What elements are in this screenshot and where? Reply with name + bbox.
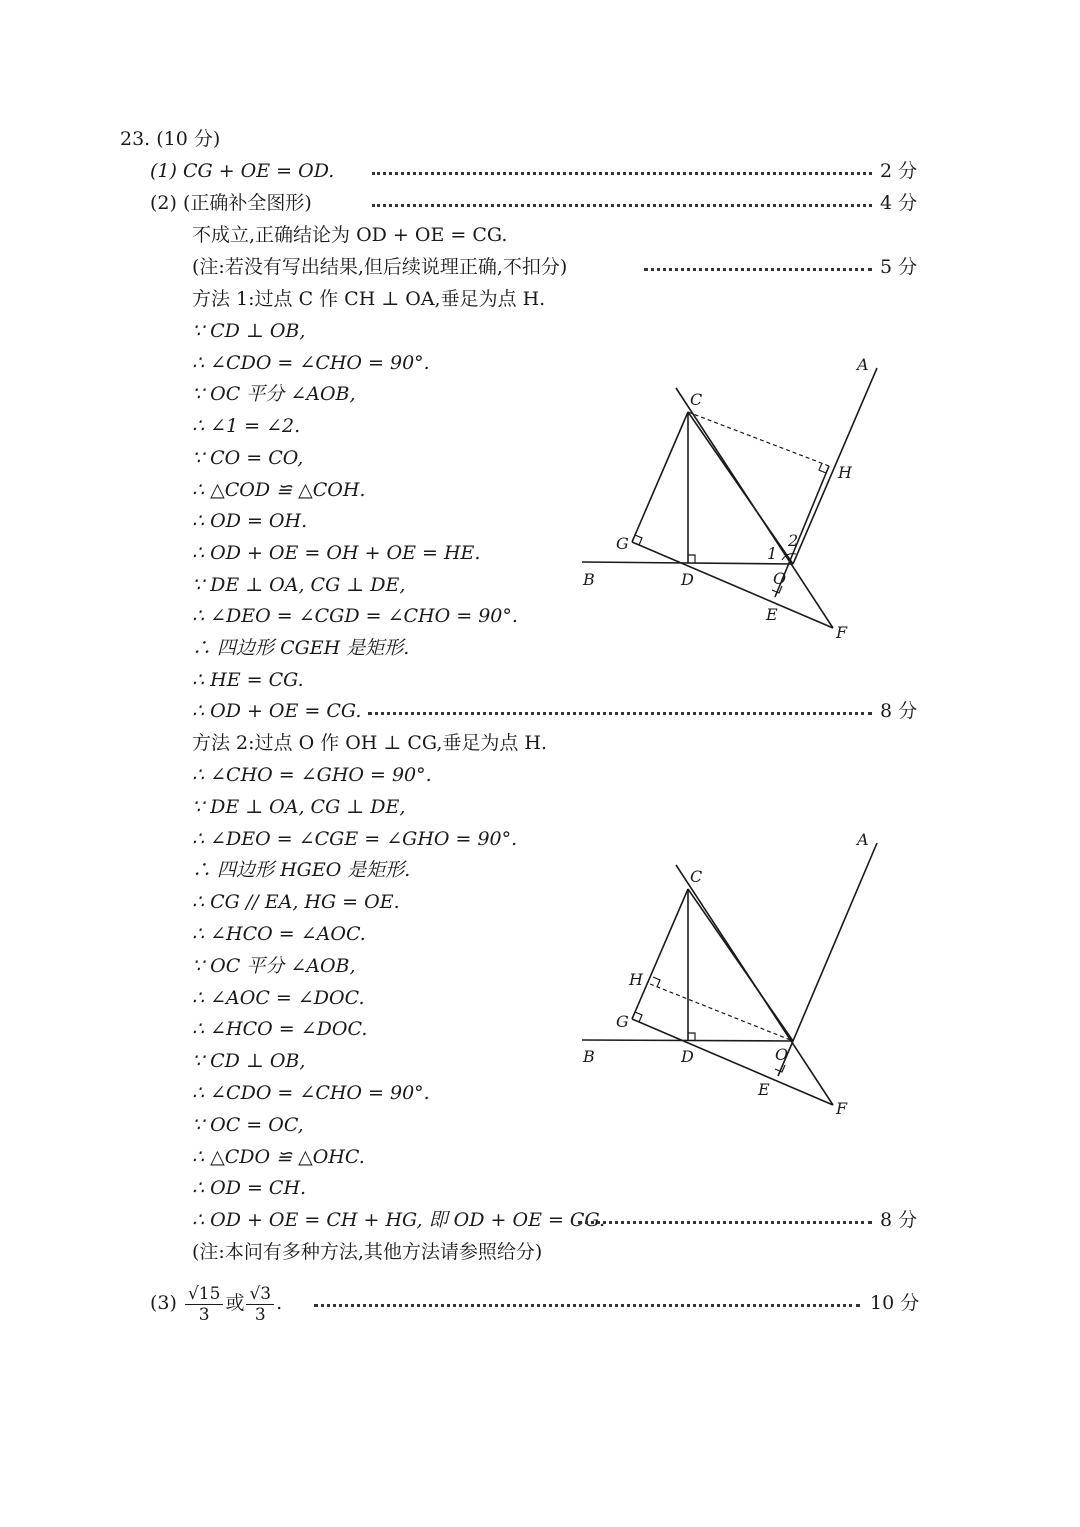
label-O: O bbox=[775, 1045, 789, 1064]
proof-step: ∵ CD ⊥ OB, bbox=[192, 320, 306, 342]
proof-step: ∵ DE ⊥ OA, CG ⊥ DE, bbox=[192, 795, 406, 818]
proof-step: ∴ ∠AOC = ∠DOC. bbox=[192, 986, 365, 1009]
proof-step: ∴ 四边形 CGEH 是矩形. bbox=[192, 637, 410, 659]
line-CO bbox=[688, 412, 793, 564]
label-E: E bbox=[758, 1080, 770, 1099]
label-E: E bbox=[766, 605, 778, 624]
line-GF bbox=[632, 1019, 833, 1105]
proof-step: ∴ ∠DEO = ∠CGD = ∠CHO = 90°. bbox=[192, 605, 518, 628]
proof-step: ∴ OD = CH. bbox=[192, 1177, 307, 1200]
proof-step: ∴ ∠HCO = ∠DOC. bbox=[192, 1018, 368, 1041]
line-CG bbox=[632, 412, 688, 542]
label-A: A bbox=[857, 830, 869, 849]
fraction-numerator: √15 bbox=[185, 1284, 223, 1305]
right-angle-mark bbox=[775, 1065, 785, 1072]
ray-OA bbox=[793, 368, 877, 564]
proof-step: ∴ OD + OE = CH + HG, 即 OD + OE = CG. bbox=[192, 1209, 606, 1232]
label-O: O bbox=[773, 569, 787, 588]
proof-step: ∴ 四边形 HGEO 是矩形. bbox=[192, 859, 411, 882]
label-B: B bbox=[583, 570, 595, 589]
method1-title: 方法 1:过点 C 作 CH ⊥ OA,垂足为点 H. bbox=[192, 288, 546, 310]
leader-dots bbox=[368, 712, 872, 715]
label-B: B bbox=[583, 1047, 595, 1066]
part2-label: (2) (正确补全图形) bbox=[150, 192, 312, 214]
right-angle-mark bbox=[819, 463, 826, 473]
label-A: A bbox=[857, 355, 869, 374]
proof-step: ∴ OD + OE = CG. bbox=[192, 700, 362, 723]
label-F: F bbox=[836, 623, 848, 642]
right-angle-mark bbox=[688, 555, 695, 563]
fraction-sqrt3-over-3 bbox=[246, 1284, 274, 1325]
label-angle-2: 2 bbox=[788, 531, 799, 550]
proof-step: ∴ ∠DEO = ∠CGE = ∠GHO = 90°. bbox=[192, 827, 518, 850]
method2-score: 8 分 bbox=[880, 1209, 918, 1231]
method1-score: 8 分 bbox=[880, 700, 918, 722]
label-C: C bbox=[690, 867, 703, 886]
part3-answer bbox=[150, 1282, 282, 1325]
proof-step: ∵ CD ⊥ OB, bbox=[192, 1050, 306, 1073]
line-CO bbox=[688, 889, 793, 1041]
leader-dots bbox=[372, 172, 872, 175]
fraction-denominator: 3 bbox=[254, 1304, 266, 1325]
label-D: D bbox=[681, 1047, 694, 1066]
label-C: C bbox=[690, 390, 703, 409]
figure1-diagram bbox=[575, 350, 895, 650]
proof-step: ∴ ∠1 = ∠2. bbox=[192, 415, 301, 438]
proof-step: ∴ ∠CHO = ∠GHO = 90°. bbox=[192, 764, 432, 786]
proof-step: ∴ CG // EA, HG = OE. bbox=[192, 891, 400, 914]
right-angle-mark bbox=[653, 977, 660, 987]
proof-step: ∴ OD + OE = OH + OE = HE. bbox=[192, 541, 481, 564]
label-G: G bbox=[616, 1012, 629, 1031]
label-angle-1: 1 bbox=[767, 544, 778, 563]
proof-step: ∵ OC = OC, bbox=[192, 1113, 304, 1136]
leader-dots bbox=[314, 1304, 860, 1307]
figure2-diagram bbox=[575, 825, 895, 1125]
ray-OA bbox=[793, 843, 877, 1041]
part3-label: (3) bbox=[150, 1292, 177, 1314]
leader-dots bbox=[372, 204, 872, 207]
proof-step: ∴ △COD ≌ △COH. bbox=[192, 478, 366, 501]
part1-score: 2 分 bbox=[880, 160, 918, 182]
note1-text: (注:若没有写出结果,但后续说理正确,不扣分) bbox=[192, 256, 568, 278]
label-F: F bbox=[836, 1099, 848, 1118]
problem-header: 23. (10 分) bbox=[120, 128, 221, 150]
label-H: H bbox=[629, 970, 643, 989]
line-GF bbox=[632, 542, 833, 628]
proof-step: ∴ ∠HCO = ∠AOC. bbox=[192, 923, 366, 945]
proof-step: ∵ DE ⊥ OA, CG ⊥ DE, bbox=[192, 573, 406, 596]
line-CG bbox=[632, 889, 688, 1019]
proof-step: ∴ ∠CDO = ∠CHO = 90°. bbox=[192, 351, 430, 374]
or-word: 或 bbox=[225, 1292, 245, 1314]
label-H: H bbox=[838, 463, 852, 482]
conclusion-text: 不成立,正确结论为 OD + OE = CG. bbox=[192, 224, 508, 246]
label-G: G bbox=[616, 534, 629, 553]
leader-dots bbox=[644, 268, 872, 271]
proof-step: ∵ CO = CO, bbox=[192, 446, 304, 469]
proof-step: ∴ OD = OH. bbox=[192, 510, 308, 533]
proof-step: ∴ HE = CG. bbox=[192, 668, 304, 691]
leader-dots bbox=[578, 1221, 872, 1224]
note1-score: 5 分 bbox=[880, 256, 918, 278]
proof-step: ∵ OC 平分 ∠AOB, bbox=[192, 383, 356, 406]
proof-step: ∴ ∠CDO = ∠CHO = 90°. bbox=[192, 1082, 430, 1104]
method2-title: 方法 2:过点 O 作 OH ⊥ CG,垂足为点 H. bbox=[192, 732, 548, 754]
fraction-numerator: √3 bbox=[246, 1284, 274, 1305]
part1-answer: (1) CG + OE = OD. bbox=[150, 160, 335, 182]
method2-note: (注:本问有多种方法,其他方法请参照给分) bbox=[192, 1241, 543, 1263]
part2-score: 4 分 bbox=[880, 192, 918, 214]
label-D: D bbox=[681, 570, 694, 589]
fraction-denominator: 3 bbox=[198, 1304, 210, 1325]
proof-step: ∵ OC 平分 ∠AOB, bbox=[192, 954, 356, 977]
proof-step: ∴ △CDO ≌ △OHC. bbox=[192, 1145, 365, 1168]
period: . bbox=[276, 1292, 283, 1314]
part3-score: 10 分 bbox=[870, 1292, 920, 1314]
fraction-sqrt15-over-3 bbox=[185, 1284, 223, 1325]
